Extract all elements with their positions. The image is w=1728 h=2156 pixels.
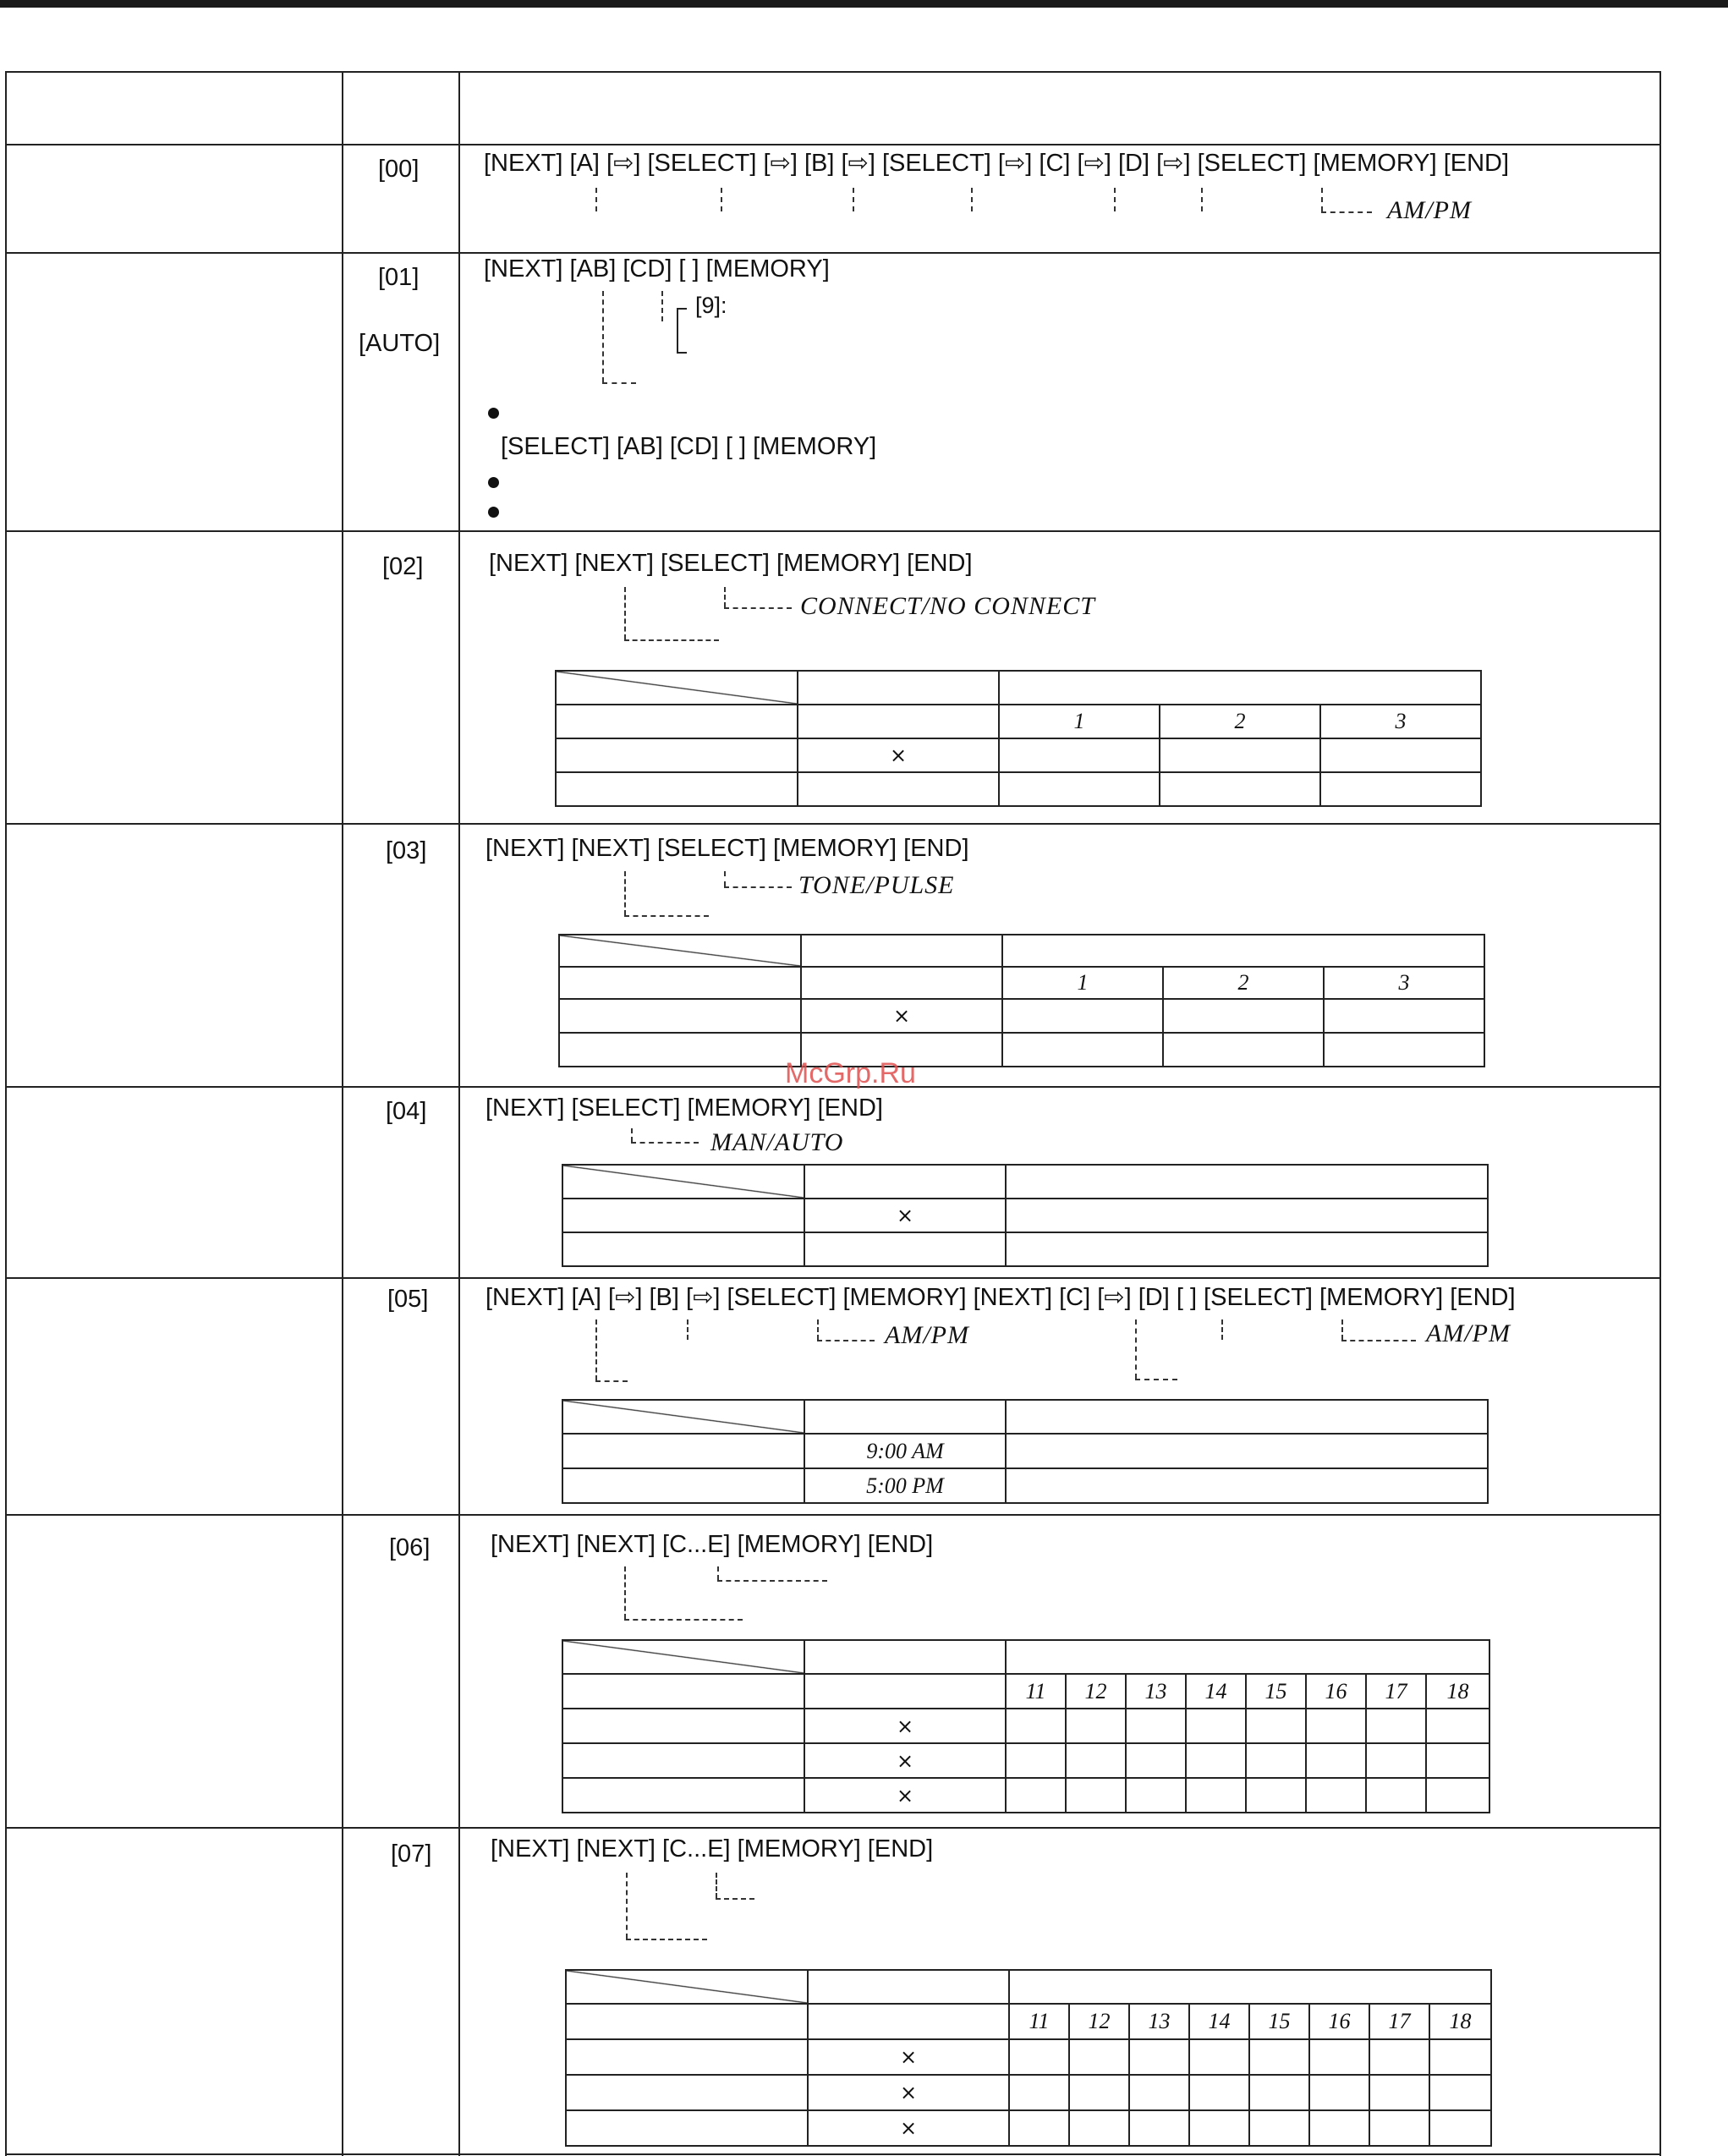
leader-line [626,1873,628,1939]
default-mark: × [808,2075,1009,2110]
leader-line [595,188,597,211]
note: TONE/PULSE [798,871,955,899]
settings-table [562,1399,1489,1504]
note: AM/PM [1387,196,1472,224]
settings-table [562,1639,1490,1813]
row-divider [5,530,1661,532]
table-corner [559,935,801,967]
row-code: [02] [382,553,424,580]
leader-line [687,1319,688,1340]
col-header: 12 [1069,2004,1129,2039]
leader-line [853,188,854,211]
col-header: 17 [1366,1674,1426,1709]
row-code: [03] [386,837,427,864]
leader-line [602,291,604,382]
leader-line [626,1939,707,1940]
col-header: 15 [1246,1674,1306,1709]
leader-line [1341,1319,1343,1340]
leader-line [724,871,726,886]
row-code: [06] [389,1534,431,1561]
default-mark: × [798,738,999,772]
frame-top [5,71,1661,73]
default-mark: × [804,1709,1006,1743]
col-header: 3 [1324,967,1484,999]
col-header: 11 [1006,1674,1066,1709]
col-divider-2 [458,71,460,2156]
bullet [488,507,499,518]
col-header: 13 [1129,2004,1189,2039]
note: CONNECT/NO CONNECT [800,592,1095,620]
leader-line [724,587,726,607]
leader-line [724,886,792,888]
leader-line [624,639,719,641]
key-sequence: [SELECT] [AB] [CD] [ ] [MEMORY] [501,433,877,460]
table-corner [566,1970,808,2004]
row-code: [00] [378,156,420,183]
leader-line [624,1619,743,1621]
time-value: 9:00 AM [804,1434,1006,1468]
col-header: 11 [1009,2004,1069,2039]
leader-line [1135,1319,1137,1379]
frame-bottom [5,2153,1661,2155]
key-sequence: [NEXT] [SELECT] [MEMORY] [END] [485,1094,883,1122]
bullet [488,477,499,488]
row-code: [04] [386,1098,427,1125]
col-header: 16 [1306,1674,1366,1709]
leader-line [631,1142,699,1144]
col-header: 2 [1160,705,1320,738]
col-header: 3 [1320,705,1481,738]
leader-line [716,1873,717,1898]
col-header: 12 [1066,1674,1126,1709]
key-sequence: [NEXT] [A] [⇨] [SELECT] [⇨] [B] [⇨] [SELECT] [⇨] [C] [⇨] [D] [⇨] [SELECT] [MEMORY] [END] [484,150,1510,177]
default-mark: × [808,2110,1009,2146]
key-sequence: [NEXT] [NEXT] [SELECT] [MEMORY] [END] [485,835,969,862]
leader-line [624,1566,626,1619]
leader-line [595,1380,628,1382]
default-mark: × [804,1743,1006,1778]
col-header: 18 [1426,1674,1489,1709]
bullet [488,408,499,419]
col-header: 1 [1002,967,1163,999]
leader-line [624,871,626,915]
table-corner [562,1400,804,1434]
leader-line [724,607,792,609]
leader-line [721,188,722,211]
col-header: 14 [1186,1674,1246,1709]
settings-table [565,1969,1492,2147]
table-corner [556,671,798,705]
row-divider [5,252,1661,254]
leader-line [602,382,636,384]
frame-left [5,71,7,2156]
col-header: 18 [1429,2004,1491,2039]
key-sequence: [NEXT] [AB] [CD] [ ] [MEMORY] [484,255,830,283]
row-divider [5,823,1661,825]
default-mark: × [801,999,1002,1033]
frame-right [1659,71,1661,2156]
row-code: [01] [378,264,420,291]
leader-line [624,915,709,917]
row-divider [5,1514,1661,1516]
row-divider [5,1827,1661,1829]
default-mark: × [804,1199,1006,1232]
leader-line [1321,211,1372,213]
note: AM/PM [1426,1319,1511,1347]
note: AM/PM [885,1321,969,1349]
row-mode: [AUTO] [359,330,441,357]
row-code: [07] [391,1841,432,1868]
leader-line [1114,188,1116,211]
leader-line [661,291,663,321]
key-sequence: [NEXT] [NEXT] [C...E] [MEMORY] [END] [491,1531,934,1558]
table-corner [562,1165,804,1199]
default-mark: × [804,1778,1006,1813]
col-header: 16 [1309,2004,1369,2039]
sub-note: [9]: [695,293,727,318]
col-header: 2 [1163,967,1324,999]
leader-line [1221,1319,1223,1340]
bracket [677,308,687,354]
leader-line [716,1898,754,1900]
col-header: 17 [1369,2004,1429,2039]
key-sequence: [NEXT] [NEXT] [C...E] [MEMORY] [END] [491,1835,934,1862]
key-sequence: [NEXT] [A] [⇨] [B] [⇨] [SELECT] [MEMORY] [NEXT] [C] [⇨] [D] [ ] [SELECT] [MEMORY] [END] [485,1284,1516,1311]
leader-line [817,1340,875,1341]
col-header: 15 [1249,2004,1309,2039]
leader-line [631,1128,633,1142]
leader-line [1135,1379,1177,1380]
leader-line [595,1319,597,1380]
settings-table [562,1164,1489,1267]
settings-table [558,934,1485,1067]
leader-line [1321,188,1323,211]
col-header: 14 [1189,2004,1249,2039]
row-code: [05] [387,1286,429,1313]
leader-line [1201,188,1203,211]
leader-line [1341,1340,1416,1341]
col-header: 13 [1126,1674,1186,1709]
leader-line [817,1319,819,1340]
col-divider-1 [342,71,343,2156]
col-header: 1 [999,705,1160,738]
leader-line [717,1580,827,1582]
key-sequence: [NEXT] [NEXT] [SELECT] [MEMORY] [END] [489,550,973,577]
leader-line [971,188,973,211]
default-mark: × [808,2039,1009,2075]
row-divider [5,1277,1661,1279]
time-value: 5:00 PM [804,1468,1006,1503]
leader-line [624,587,626,639]
table-corner [562,1640,804,1674]
note: MAN/AUTO [710,1128,844,1156]
header-bottom [5,144,1661,145]
watermark: McGrp.Ru [785,1057,916,1089]
top-rule [0,0,1728,8]
leader-line [717,1566,719,1580]
settings-table [555,670,1482,807]
